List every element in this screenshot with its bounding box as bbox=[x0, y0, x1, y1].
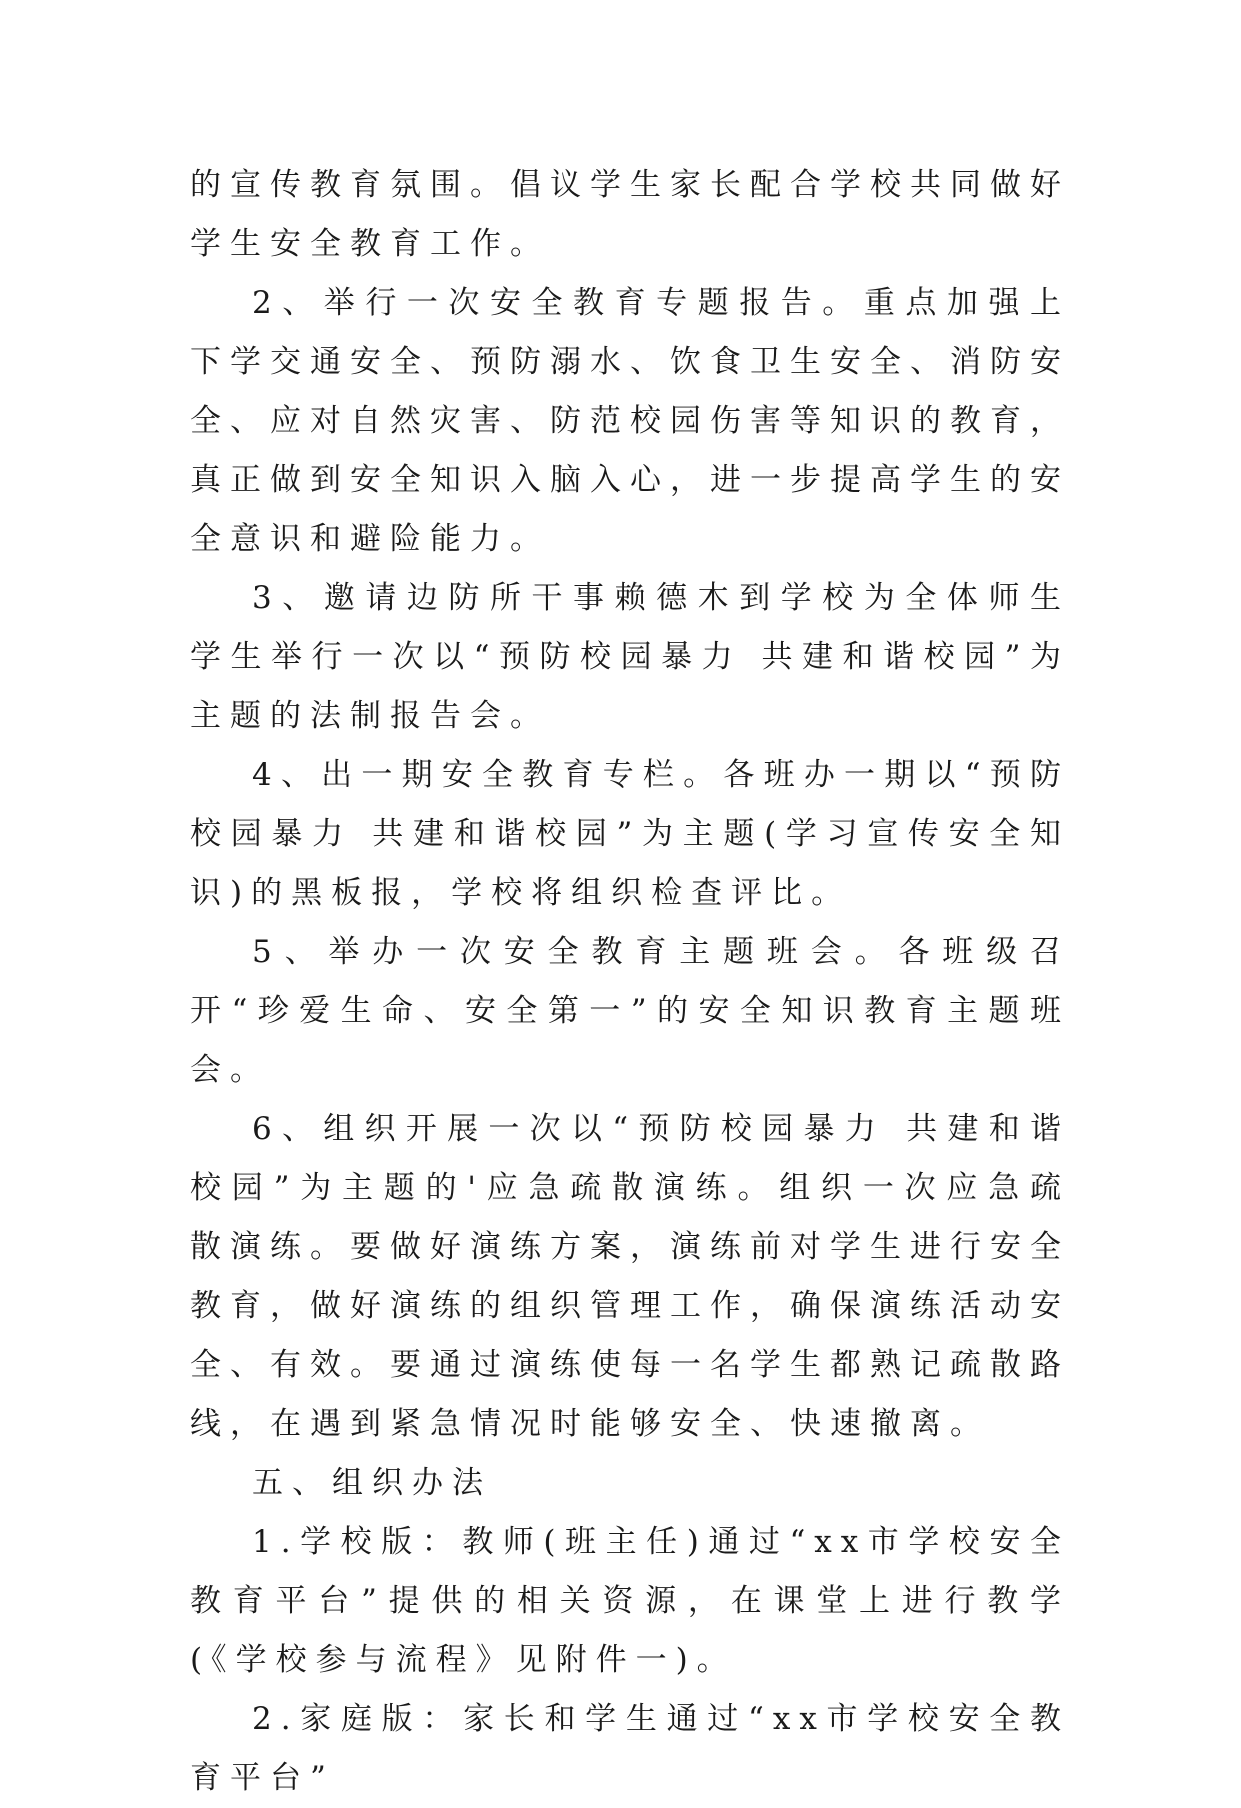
paragraph-5: 5、举办一次安全教育主题班会。各班级召开“珍爱生命、安全第一”的安全知识教育主题班会。 bbox=[190, 934, 1070, 1088]
paragraph-3: 3、邀请边防所干事赖德木到学校为全体师生学生举行一次以“预防校园暴力 共建和谐校园”为主题的法制报告会。 bbox=[190, 580, 1070, 734]
paragraph-6: 6、组织开展一次以“预防校园暴力 共建和谐校园”为主题的'应急疏散演练。组织一次应急疏散演练。要做好演练方案，演练前对学生进行安全教育，做好演练的组织管理工作，确保演练活动安全、有效。要通过演练使每一名学生都熟记疏散路线，在遇到紧急情况时能够安全、快速撤离。 bbox=[190, 1111, 1070, 1442]
paragraph-8: 2.家庭版：家长和学生通过“xx市学校安全教育平台” bbox=[190, 1701, 1070, 1796]
paragraph-7: 1.学校版：教师(班主任)通过“xx市学校安全教育平台”提供的相关资源，在课堂上进行教学(《学校参与流程》见附件一)。 bbox=[190, 1524, 1070, 1678]
section-heading: 五、组织办法 bbox=[252, 1465, 492, 1501]
paragraph-1: 的宣传教育氛围。倡议学生家长配合学校共同做好学生安全教育工作。 bbox=[190, 167, 1070, 262]
paragraph-2: 2、举行一次安全教育专题报告。重点加强上下学交通安全、预防溺水、饮食卫生安全、消防安全、应对自然灾害、防范校园伤害等知识的教育，真正做到安全知识入脑入心，进一步提高学生的安全意识和避险能力。 bbox=[190, 285, 1070, 557]
document-body bbox=[190, 156, 1070, 1808]
paragraph-4: 4、出一期安全教育专栏。各班办一期以“预防校园暴力 共建和谐校园”为主题(学习宣传安全知识)的黑板报，学校将组织检查评比。 bbox=[190, 757, 1070, 911]
